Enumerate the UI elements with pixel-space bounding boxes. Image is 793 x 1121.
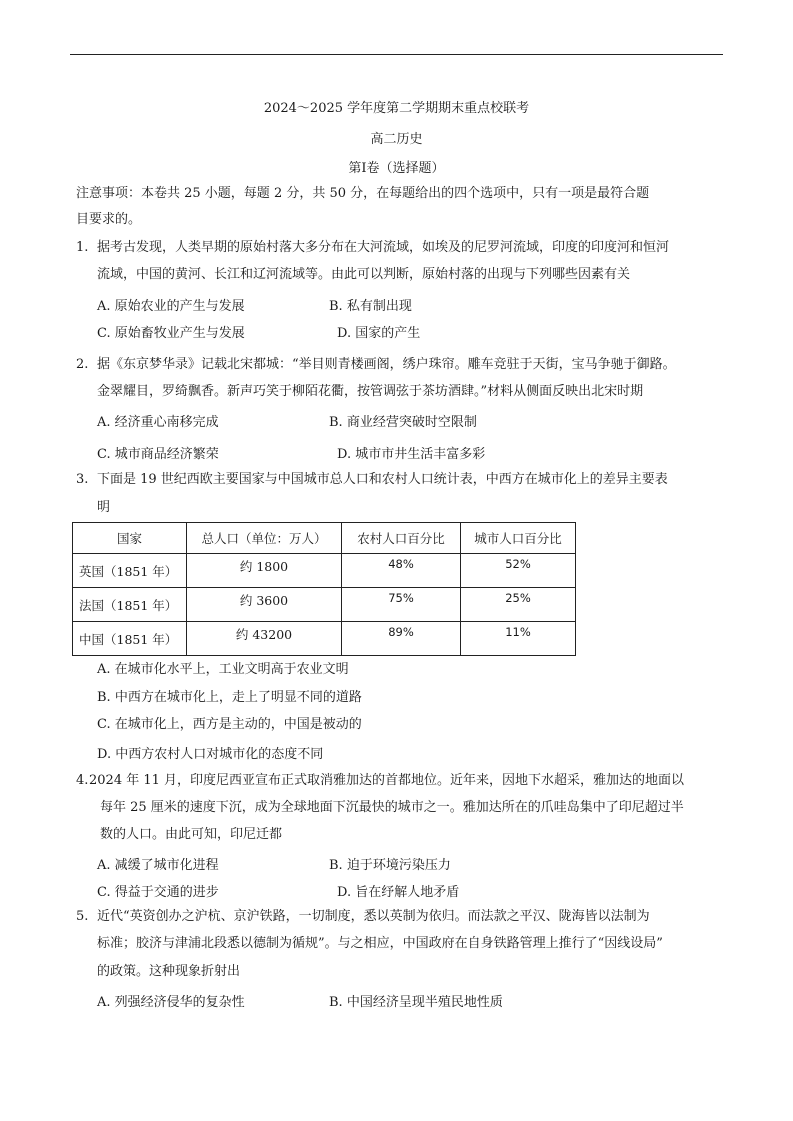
section-title: 第Ⅰ卷（选择题） bbox=[348, 161, 445, 176]
table-row bbox=[73, 588, 576, 622]
question-3-stem-2: 明 bbox=[97, 500, 111, 515]
question-4-option-c[interactable]: C. 得益于交通的进步 bbox=[97, 885, 219, 900]
question-1-option-d[interactable]: D. 国家的产生 bbox=[337, 326, 421, 341]
table-cell: 中国（1851 年） bbox=[73, 622, 187, 656]
question-3-option-c[interactable]: C. 在城市化上，西方是主动的，中国是被动的 bbox=[97, 717, 362, 732]
question-number: 2. bbox=[76, 357, 89, 372]
table-cell: 52% bbox=[461, 554, 576, 588]
table-header-row bbox=[73, 523, 576, 554]
question-2-stem-2: 金翠耀目，罗绮飘香。新声巧笑于柳陌花衢，按管调弦于茶坊酒肆。”材料从侧面反映出北宋时期 bbox=[97, 384, 644, 399]
table-cell: 英国（1851 年） bbox=[73, 554, 187, 588]
table-header: 总人口（单位：万人） bbox=[187, 523, 342, 554]
table-cell: 约 43200 bbox=[187, 622, 342, 656]
table-row bbox=[73, 622, 576, 656]
table-header: 国家 bbox=[73, 523, 187, 554]
question-4-stem-2: 每年 25 厘米的速度下沉，成为全球地面下沉最快的城市之一。雅加达所在的爪哇岛集中了印尼超过半 bbox=[100, 800, 684, 815]
table-cell: 89% bbox=[342, 622, 461, 656]
question-5-stem-2: 标准；胶济与津浦北段悉以德制为循规”。与之相应，中国政府在自身铁路管理上推行了“因线设局” bbox=[97, 936, 663, 951]
question-2-option-c[interactable]: C. 城市商品经济繁荣 bbox=[97, 447, 219, 462]
question-5-option-b[interactable]: B. 中国经济呈现半殖民地性质 bbox=[329, 995, 503, 1010]
notice-line-2: 目要求的。 bbox=[76, 212, 142, 227]
question-3-stem-1: 下面是 19 世纪西欧主要国家与中国城市总人口和农村人口统计表，中西方在城市化上的差异主要表 bbox=[97, 472, 668, 487]
table-header: 农村人口百分比 bbox=[342, 523, 461, 554]
exam-title: 2024～2025 学年度第二学期期末重点校联考 bbox=[263, 101, 530, 116]
question-number: 1. bbox=[76, 240, 89, 255]
question-1-stem-2: 流域，中国的黄河、长江和辽河流域等。由此可以判断，原始村落的出现与下列哪些因素有关 bbox=[97, 267, 631, 282]
table-cell: 约 3600 bbox=[187, 588, 342, 622]
table-cell: 48% bbox=[342, 554, 461, 588]
table-cell: 25% bbox=[461, 588, 576, 622]
table-header: 城市人口百分比 bbox=[461, 523, 576, 554]
question-3-option-b[interactable]: B. 中西方在城市化上，走上了明显不同的道路 bbox=[97, 690, 362, 705]
question-2-option-d[interactable]: D. 城市市井生活丰富多彩 bbox=[337, 447, 486, 462]
question-3-option-a[interactable]: A. 在城市化水平上，工业文明高于农业文明 bbox=[97, 662, 349, 677]
table-cell: 75% bbox=[342, 588, 461, 622]
question-number: 5. bbox=[76, 909, 89, 924]
question-4-option-d[interactable]: D. 旨在纾解人地矛盾 bbox=[337, 885, 460, 900]
table-cell: 11% bbox=[461, 622, 576, 656]
question-5-stem-1: 近代“英资创办之沪杭、京沪铁路，一切制度，悉以英制为依归。而法款之平汉、陇海皆以法制为 bbox=[97, 909, 650, 924]
question-2-option-b[interactable]: B. 商业经营突破时空限制 bbox=[329, 415, 477, 430]
question-4-stem-1: 2024 年 11 月，印度尼西亚宣布正式取消雅加达的首都地位。近年来，因地下水超采，雅加达的地面以 bbox=[89, 773, 685, 788]
question-1-option-a[interactable]: A. 原始农业的产生与发展 bbox=[97, 299, 245, 314]
question-1-option-c[interactable]: C. 原始畜牧业产生与发展 bbox=[97, 326, 245, 341]
question-4-stem-3: 数的人口。由此可知，印尼迁都 bbox=[100, 827, 283, 842]
question-5-stem-3: 的政策。这种现象折射出 bbox=[97, 964, 241, 979]
exam-subject: 高二历史 bbox=[370, 132, 423, 147]
population-table bbox=[72, 522, 576, 656]
notice-line-1: 注意事项：本卷共 25 小题，每题 2 分，共 50 分，在每题给出的四个选项中，只有一项是最符合题 bbox=[76, 186, 650, 201]
question-number: 3. bbox=[76, 472, 89, 487]
question-3-option-d[interactable]: D. 中西方农村人口对城市化的态度不同 bbox=[97, 747, 324, 762]
top-rule bbox=[70, 54, 723, 55]
table-cell: 法国（1851 年） bbox=[73, 588, 187, 622]
question-1-option-b[interactable]: B. 私有制出现 bbox=[329, 299, 412, 314]
question-2-option-a[interactable]: A. 经济重心南移完成 bbox=[97, 415, 219, 430]
table-cell: 约 1800 bbox=[187, 554, 342, 588]
question-4-option-a[interactable]: A. 减缓了城市化进程 bbox=[97, 858, 219, 873]
question-2-stem-1: 据《东京梦华录》记载北宋都城：“举目则青楼画阁，绣户珠帘。雕车竞驻于天街，宝马争驰于御路。 bbox=[97, 357, 676, 372]
table-row bbox=[73, 554, 576, 588]
question-1-stem-1: 据考古发现，人类早期的原始村落大多分布在大河流域，如埃及的尼罗河流域，印度的印度河和恒河 bbox=[97, 240, 670, 255]
question-4-option-b[interactable]: B. 迫于环境污染压力 bbox=[329, 858, 451, 873]
question-number: 4. bbox=[76, 773, 89, 788]
question-5-option-a[interactable]: A. 列强经济侵华的复杂性 bbox=[97, 995, 245, 1010]
